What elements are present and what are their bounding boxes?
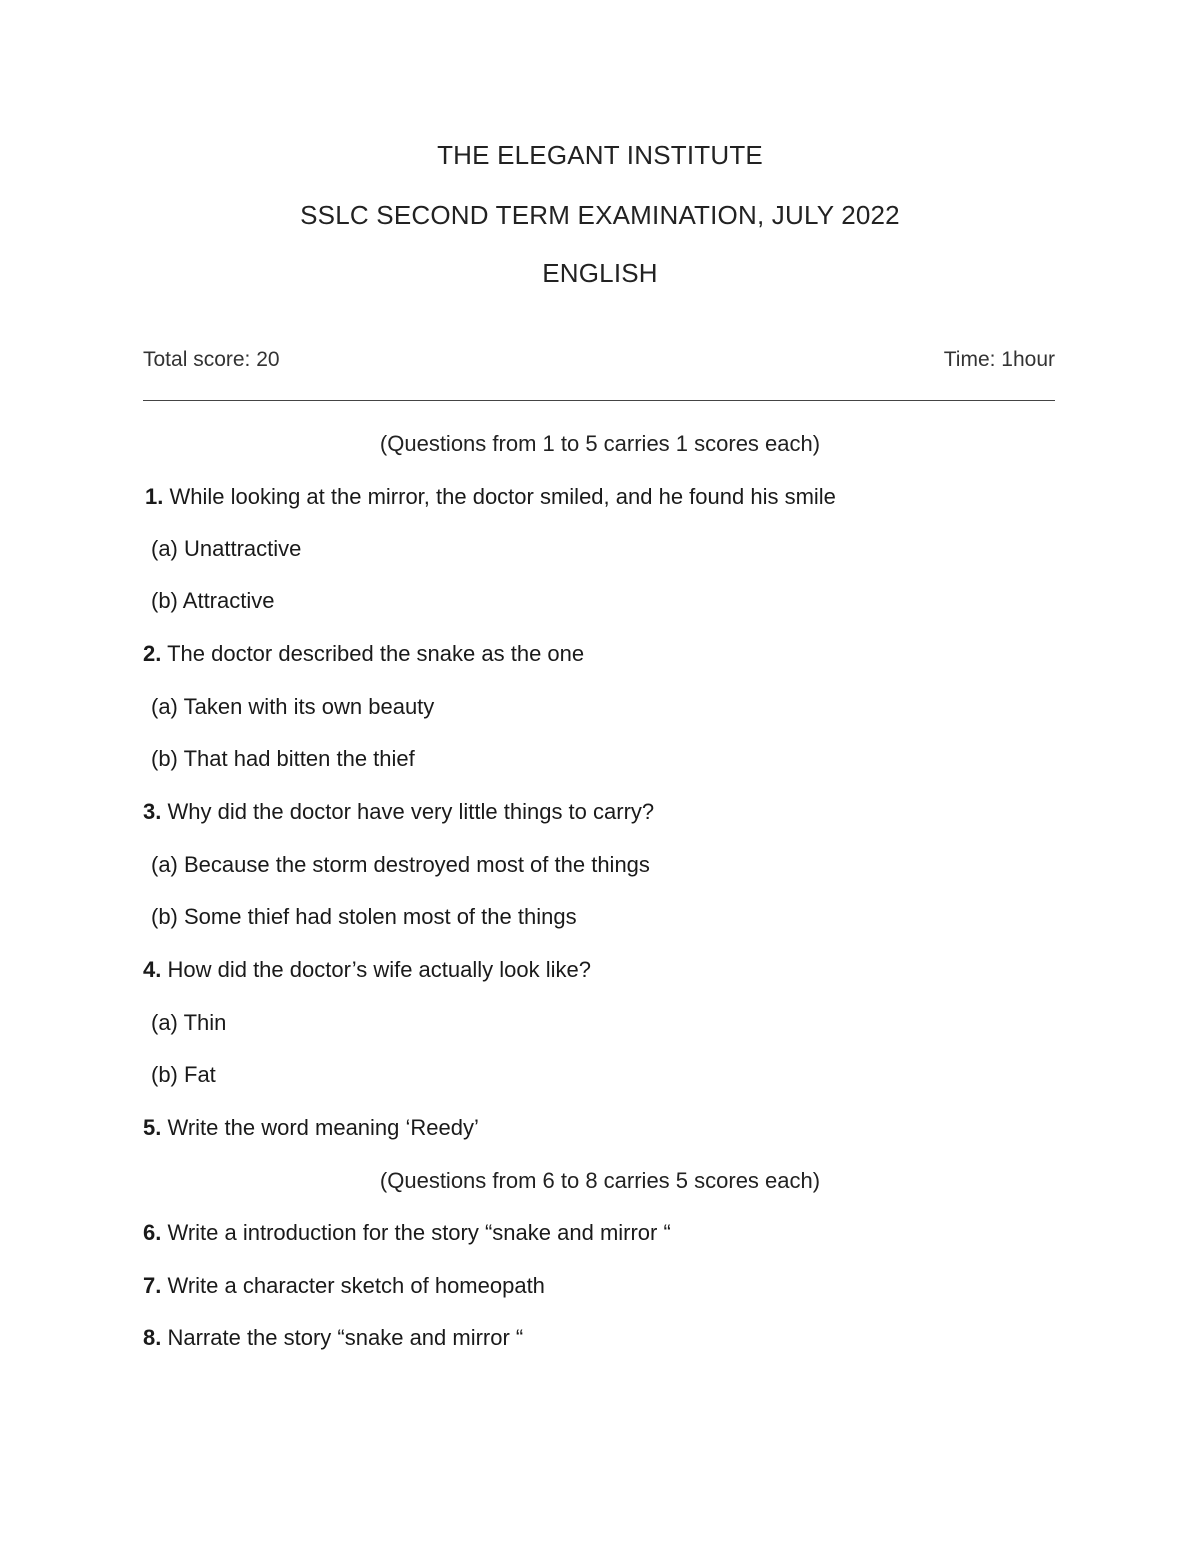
- question-number: 8.: [143, 1325, 162, 1350]
- total-score: Total score: 20: [143, 348, 280, 371]
- option-3b: (b) Some thief had stolen most of the things: [151, 904, 577, 929]
- section-instruction-1: (Questions from 1 to 5 carries 1 scores each): [379, 431, 821, 456]
- section-instruction-2: (Questions from 6 to 8 carries 5 scores each): [379, 1168, 821, 1193]
- question-number: 2.: [143, 641, 162, 666]
- header-divider: [143, 400, 1055, 401]
- question-number: 3.: [143, 799, 162, 824]
- option-4a: (a) Thin: [151, 1010, 227, 1035]
- question-number: 7.: [143, 1273, 162, 1298]
- question-number: 5.: [143, 1115, 162, 1140]
- question-6: [143, 1220, 671, 1246]
- option-2a: (a) Taken with its own beauty: [151, 694, 435, 719]
- question-7: [143, 1273, 545, 1299]
- question-5: [143, 1115, 479, 1141]
- question-text: While looking at the mirror, the doctor smiled, and he found his smile: [163, 484, 836, 509]
- question-number: 4.: [143, 957, 162, 982]
- option-1b: (b) Attractive: [151, 588, 275, 613]
- option-3a: (a) Because the storm destroyed most of the things: [151, 852, 650, 877]
- question-text: Why did the doctor have very little things to carry?: [161, 799, 655, 824]
- question-3: [143, 799, 654, 825]
- question-2: [143, 641, 584, 667]
- subject-title: ENGLISH: [542, 258, 658, 288]
- question-8: [143, 1325, 523, 1351]
- question-text: Write a introduction for the story “snake and mirror “: [161, 1220, 671, 1245]
- question-text: Write the word meaning ‘Reedy’: [161, 1115, 479, 1140]
- question-number: 6.: [143, 1220, 162, 1245]
- question-text: How did the doctor’s wife actually look like?: [161, 957, 591, 982]
- option-2b: (b) That had bitten the thief: [151, 746, 415, 771]
- question-4: [143, 957, 591, 983]
- option-1a: (a) Unattractive: [151, 536, 302, 561]
- institute-title: THE ELEGANT INSTITUTE: [437, 140, 763, 170]
- question-text: Narrate the story “snake and mirror “: [161, 1325, 524, 1350]
- question-1: [145, 484, 836, 510]
- question-text: Write a character sketch of homeopath: [161, 1273, 545, 1298]
- question-number: 1.: [145, 484, 164, 509]
- time-allowed: Time: 1hour: [943, 348, 1055, 371]
- question-text: The doctor described the snake as the one: [161, 641, 585, 666]
- option-4b: (b) Fat: [151, 1062, 216, 1087]
- exam-title: SSLC SECOND TERM EXAMINATION, JULY 2022: [300, 200, 900, 230]
